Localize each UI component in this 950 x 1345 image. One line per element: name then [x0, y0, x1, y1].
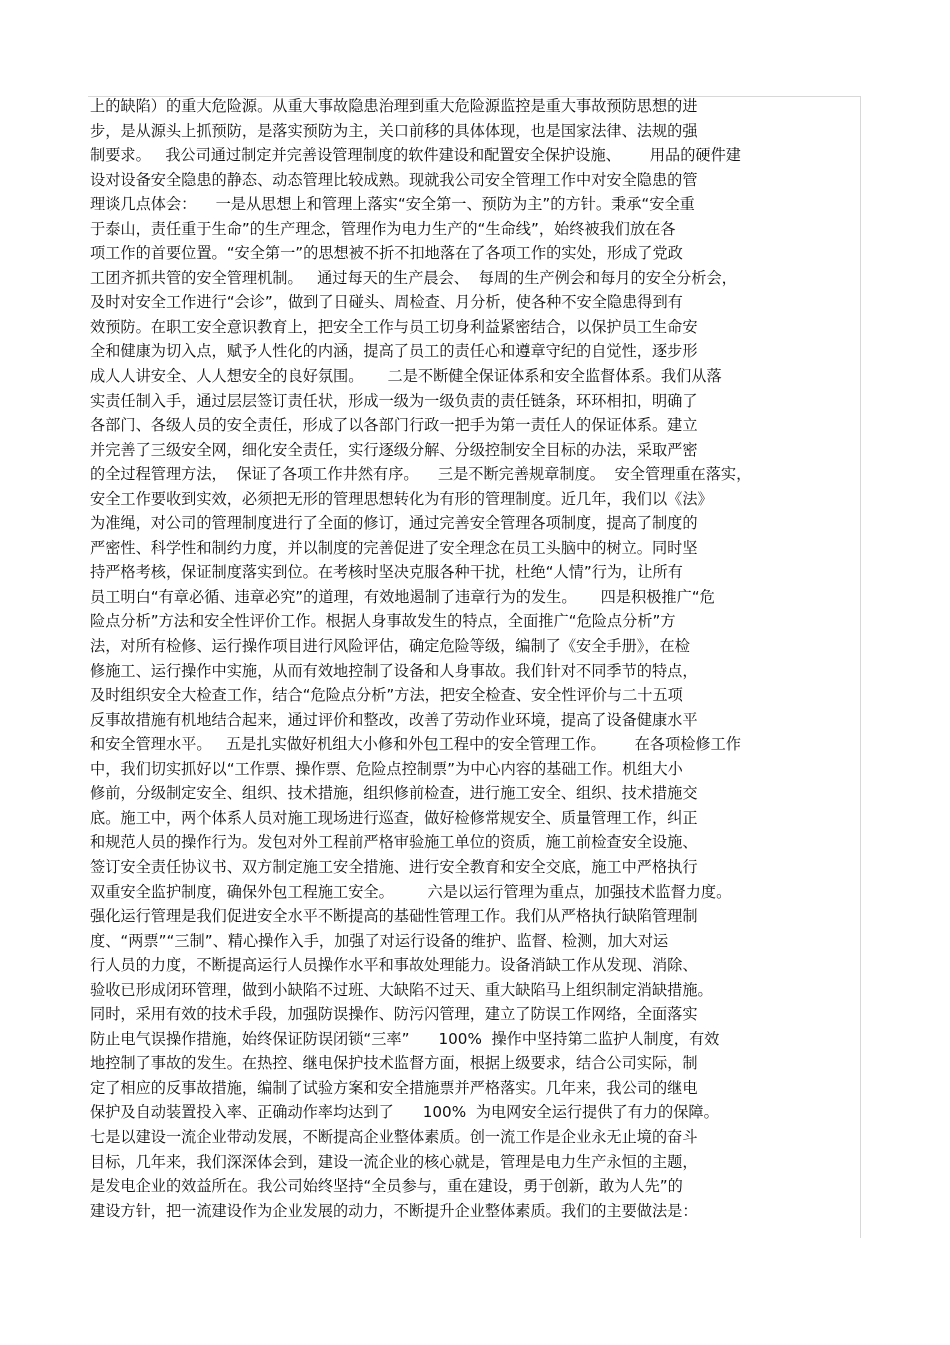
text-line: 成人人讲安全、人人想安全的良好氛围。 二是不断健全保证体系和安全监督体系。我们从落	[90, 367, 722, 386]
text-line: 七是以建设一流企业带动发展，不断提高企业整体素质。创一流工作是企业永无止境的奋斗	[90, 1127, 698, 1146]
text-line: 验收已形成闭环管理，做到小缺陷不过班、大缺陷不过天、重大缺陷马上组织制定消缺措施。	[90, 980, 713, 999]
text-line: 中，我们切实抓好以“工作票、操作票、危险点控制票”为中心内容的基础工作。机组大小	[90, 759, 683, 778]
text-line: 法，对所有检修、运行操作项目进行风险评估，确定危险等级，编制了《安全手册》，在检	[90, 637, 690, 656]
text-line: 同时，采用有效的技术手段，加强防误操作、防污闪管理，建立了防误工作网络，全面落实	[90, 1005, 698, 1024]
text-line: 为准绳，对公司的管理制度进行了全面的修订，通过完善安全管理各项制度，提高了制度的	[90, 514, 698, 533]
text-line: 是发电企业的效益所在。我公司始终坚持“全员参与，重在建设，勇于创新，敢为人先”的	[90, 1177, 683, 1196]
text-line: 地控制了事故的发生。在热控、继电保护技术监督方面，根据上级要求，结合公司实际，制	[90, 1054, 698, 1073]
text-line: 目标，几年来，我们深深体会到，建设一流企业的核心就是，管理是电力生产永恒的主题，	[90, 1152, 698, 1171]
text-line: 的全过程管理方法， 保证了各项工作井然有序。 三是不断完善规章制度。 安全管理重在落实，	[90, 465, 752, 484]
page-border-right	[860, 96, 861, 1238]
text-line: 工团齐抓共管的安全管理机制。 通过每天的生产晨会、 每周的生产例会和每月的安全分析会，	[90, 268, 737, 287]
text-line: 项工作的首要位置。“安全第一”的思想被不折不扣地落在了各项工作的实处，形成了党政	[90, 244, 683, 263]
text-line: 和规范人员的操作行为。发包对外工程前严格审验施工单位的资质，施工前检查安全设施、	[90, 833, 698, 852]
text-line: 于泰山，责任重于生命”的生产理念，管理作为电力生产的“生命线”，始终被我们放在各	[90, 219, 676, 238]
text-line: 上的缺陷）的重大危险源。从重大事故隐患治理到重大危险源监控是重大事故预防思想的进	[90, 97, 698, 115]
text-line: 修前，分级制定安全、组织、技术措施，组织修前检查，进行施工安全、组织、技术措施交	[90, 784, 698, 803]
text-line: 步，是从源头上抓预防，是落实预防为主，关口前移的具体体现，也是国家法律、法规的强	[90, 121, 698, 140]
text-line: 全和健康为切入点，赋予人性化的内涵，提高了员工的责任心和遵章守纪的自觉性，逐步形	[90, 342, 698, 361]
text-line: 保护及自动装置投入率、正确动作率均达到了 100% 为电网安全运行提供了有力的保障。	[90, 1103, 719, 1122]
text-line: 安全工作要收到实效，必须把无形的管理思想转化为有形的管理制度。近几年，我们以《法》	[90, 489, 713, 508]
text-line: 险点分析”方法和安全性评价工作。根据人身事故发生的特点，全面推广“危险点分析”方	[90, 612, 676, 631]
text-line: 严密性、科学性和制约力度，并以制度的完善促进了安全理念在员工头脑中的树立。同时坚	[90, 538, 698, 557]
text-line: 及时组织安全大检查工作，结合“危险点分析”方法，把安全检查、安全性评价与二十五项	[90, 686, 683, 705]
text-line: 双重安全监护制度，确保外包工程施工安全。 六是以运行管理为重点，加强技术监督力度。	[90, 882, 732, 901]
text-line: 各部门、各级人员的安全责任，形成了以各部门行政一把手为第一责任人的保证体系。建立	[90, 416, 698, 435]
text-line: 防止电气误操作措施，始终保证防误闭锁“三率” 100% 操作中坚持第二监护人制度，有效	[90, 1029, 720, 1048]
text-line: 实责任制入手，通过层层签订责任状，形成一级为一级负责的责任链条，环环相扣，明确了	[90, 391, 698, 410]
text-line: 签订安全责任协议书、双方制定施工安全措施、进行安全教育和安全交底，施工中严格执行	[90, 857, 698, 876]
text-line: 底。施工中，两个体系人员对施工现场进行巡查，做好检修常规安全、质量管理工作，纠正	[90, 808, 698, 827]
text-line: 行人员的力度，不断提高运行人员操作水平和事故处理能力。设备消缺工作从发现、消除、	[90, 956, 698, 975]
text-line: 强化运行管理是我们促进安全水平不断提高的基础性管理工作。我们从严格执行缺陷管理制	[90, 907, 698, 926]
text-line: 修施工、运行操作中实施，从而有效地控制了设备和人身事故。我们针对不同季节的特点，	[90, 661, 698, 680]
text-line: 效预防。在职工安全意识教育上，把安全工作与员工切身利益紧密结合，以保护员工生命安	[90, 317, 698, 336]
text-line: 员工明白“有章必循、违章必究”的道理，有效地遏制了违章行为的发生。 四是积极推广“危	[90, 587, 715, 606]
text-line: 度、“两票”“三制”、精心操作入手，加强了对运行设备的维护、监督、检测，加大对运	[90, 931, 669, 950]
text-line: 和安全管理水平。 五是扎实做好机组大小修和外包工程中的安全管理工作。 在各项检修工作	[90, 735, 741, 754]
body-text	[90, 94, 858, 1223]
text-line: 理谈几点体会： 一是从思想上和管理上落实“安全第一、预防为主”的方针。秉承“安全重	[90, 195, 695, 214]
text-line: 及时对安全工作进行“会诊”，做到了日碰头、周检查、月分析，使各种不安全隐患得到有	[90, 293, 683, 312]
text-line: 建设方针，把一流建设作为企业发展的动力，不断提升企业整体素质。我们的主要做法是：	[90, 1201, 698, 1220]
text-line: 设对设备安全隐患的静态、动态管理比较成熟。现就我公司安全管理工作中对安全隐患的管	[90, 170, 698, 189]
text-line: 制要求。 我公司通过制定并完善设管理制度的软件建设和配置安全保护设施、 用品的硬件建	[90, 146, 741, 165]
text-line: 持严格考核，保证制度落实到位。在考核时坚决克服各种干扰，杜绝“人情”行为，让所有	[90, 563, 683, 582]
text-line: 并完善了三级安全网，细化安全责任，实行逐级分解、分级控制安全目标的办法，采取严密	[90, 440, 698, 459]
text-line: 定了相应的反事故措施，编制了试验方案和安全措施票并严格落实。几年来，我公司的继电	[90, 1078, 698, 1097]
text-line: 反事故措施有机地结合起来，通过评价和整改，改善了劳动作业环境，提高了设备健康水平	[90, 710, 698, 729]
